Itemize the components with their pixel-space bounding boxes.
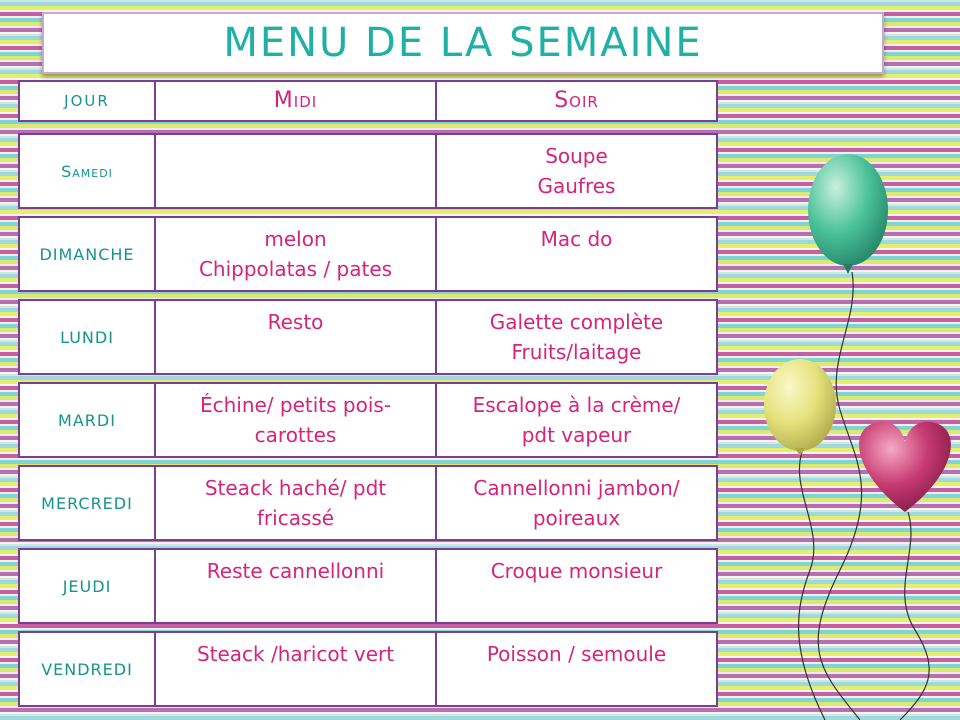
day-label: MERCREDI (20, 467, 156, 539)
lunch-cell (156, 467, 437, 539)
lunch-cell (156, 301, 437, 373)
day-label: DIMANCHE (20, 218, 156, 290)
page-title: MENU DE LA SEMAINE (223, 20, 703, 66)
balloon-green (808, 154, 888, 266)
balloon-string-red (900, 512, 929, 720)
header-day: JOUR (20, 82, 156, 120)
menu-row-dimanche (18, 216, 718, 292)
menu-row-mercredi (18, 465, 718, 541)
day-label: VENDREDI (20, 633, 156, 705)
dinner-line: Fruits/laitage (511, 340, 642, 364)
menu-row-mardi (18, 382, 718, 458)
menu-row-lundi (18, 299, 718, 375)
dinner-line: Galette complète (489, 310, 664, 334)
dinner-cell (437, 218, 716, 290)
title-banner (42, 12, 884, 74)
dinner-line: Cannellonni jambon/ (473, 476, 680, 500)
lunch-line: Resto (267, 310, 324, 334)
dinner-line: Escalope à la crème/ (472, 393, 681, 417)
dinner-line: pdt vapeur (521, 423, 632, 447)
day-label: MARDI (20, 384, 156, 456)
lunch-line: fricassé (256, 506, 335, 530)
lunch-line: Steack haché/ pdt (204, 476, 387, 500)
day-label: LUNDI (20, 301, 156, 373)
dinner-line: Soupe (545, 144, 608, 168)
lunch-line: carottes (254, 423, 337, 447)
lunch-cell (156, 218, 437, 290)
balloon-string-yellow (799, 452, 825, 720)
table-header (18, 80, 718, 122)
lunch-line: Échine/ petits pois- (199, 393, 392, 417)
dinner-line: Poisson / semoule (486, 642, 667, 666)
header-dinner: Soir (554, 88, 599, 113)
menu-row-vendredi (18, 631, 718, 707)
balloon-heart-red (859, 422, 951, 512)
balloons-decoration (730, 150, 960, 720)
dinner-line: Croque monsieur (490, 559, 663, 583)
balloon-yellow (764, 359, 836, 451)
header-lunch: Midi (156, 82, 437, 120)
dinner-cell (437, 135, 716, 207)
lunch-cell (156, 550, 437, 622)
lunch-cell (156, 135, 437, 207)
lunch-line: Reste cannellonni (206, 559, 385, 583)
day-label: JEUDI (20, 550, 156, 622)
lunch-cell (156, 633, 437, 705)
dinner-line: poireaux (532, 506, 621, 530)
dinner-cell (437, 301, 716, 373)
dinner-cell (437, 550, 716, 622)
lunch-cell (156, 384, 437, 456)
dinner-cell (437, 633, 716, 705)
day-label: Samedi (20, 135, 156, 207)
dinner-line: Mac do (540, 227, 613, 251)
menu-row-samedi (18, 133, 718, 209)
lunch-line: Chippolatas / pates (198, 257, 393, 281)
lunch-line: Steack /haricot vert (196, 642, 395, 666)
balloon-string-green (818, 272, 861, 720)
menu-row-jeudi (18, 548, 718, 624)
dinner-cell (437, 384, 716, 456)
dinner-line: Gaufres (537, 174, 616, 198)
dinner-cell (437, 467, 716, 539)
lunch-line: melon (264, 227, 327, 251)
